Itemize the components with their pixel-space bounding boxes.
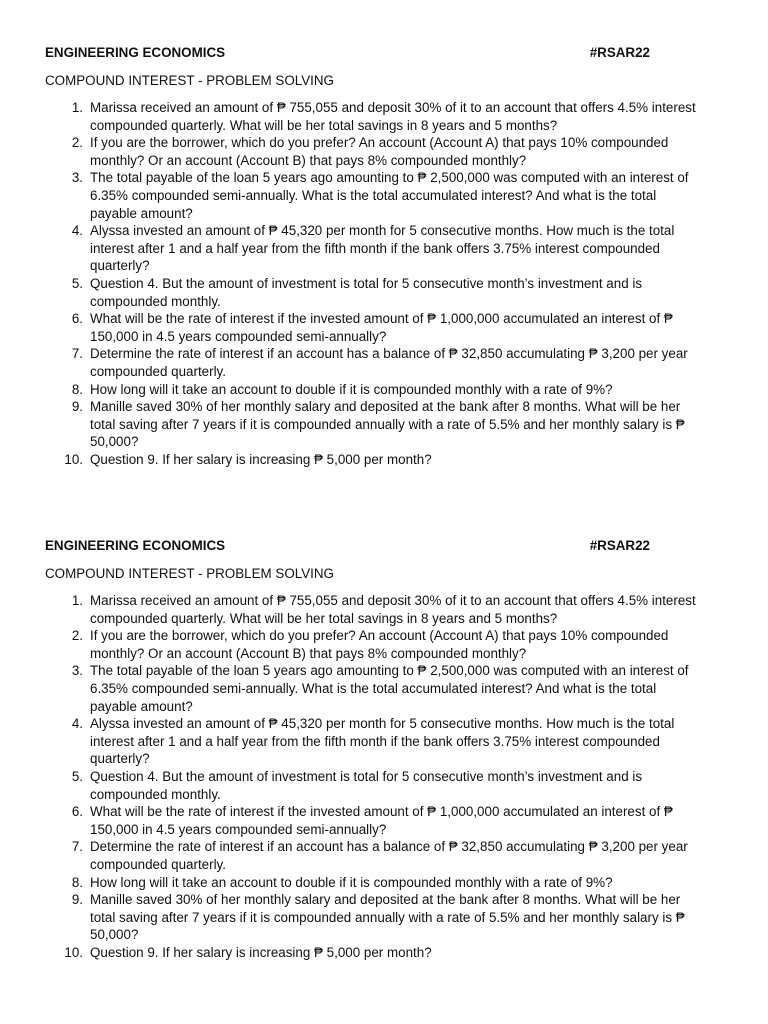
- problem-text: How long will it take an account to double if it is compounded monthly with a rate of 9%?: [90, 381, 613, 397]
- sheet-header: [45, 537, 725, 555]
- course-title: ENGINEERING ECONOMICS: [45, 538, 226, 553]
- problem-text: What will be the rate of interest if the invested amount of ₱ 1,000,000 accumulated an interest of ₱ 150,000 in 4.5 years compounded semi-annually?: [90, 311, 673, 344]
- problem-item: [45, 592, 705, 627]
- problem-text: If you are the borrower, which do you prefer? An account (Account A) that pays 10% compounded monthly? Or an account (Account B) that pays 8% compounded monthly?: [90, 135, 669, 168]
- problem-text: Alyssa invested an amount of ₱ 45,320 per month for 5 consecutive months. How much is the total interest after 1 and a half year from the fifth month if the bank offers 3.75% interest compounded quarterly?: [90, 716, 675, 767]
- problem-list: [45, 592, 725, 961]
- problem-number: 8.: [71, 874, 83, 890]
- problem-number: 4.: [71, 716, 83, 732]
- problem-text: Determine the rate of interest if an account has a balance of ₱ 32,850 accumulating ₱ 3,200 per year compounded quarterly.: [90, 839, 688, 872]
- problem-text: Determine the rate of interest if an account has a balance of ₱ 32,850 accumulating ₱ 3,200 per year compounded quarterly.: [90, 346, 688, 379]
- problem-item: [45, 803, 705, 838]
- problem-number: 2.: [71, 135, 83, 151]
- problem-number: 1.: [71, 100, 83, 115]
- problem-text: The total payable of the loan 5 years ago amounting to ₱ 2,500,000 was computed with an interest of 6.35% compounded semi-annually. What is the total accumulated interest? And what is the total payable amount?: [90, 663, 689, 714]
- problem-text: Alyssa invested an amount of ₱ 45,320 per month for 5 consecutive months. How much is the total interest after 1 and a half year from the fifth month if the bank offers 3.75% interest compounded quarterly?: [90, 223, 675, 274]
- problem-item: [45, 345, 705, 380]
- problem-item: [45, 275, 705, 310]
- problem-number: 6.: [71, 311, 83, 327]
- problem-item: [45, 169, 705, 222]
- problem-text: Question 9. If her salary is increasing ₱ 5,000 per month?: [90, 451, 432, 467]
- problem-number: 3.: [71, 170, 83, 186]
- problem-text: How long will it take an account to double if it is compounded monthly with a rate of 9%?: [90, 874, 613, 890]
- problem-number: 8.: [71, 381, 83, 397]
- problem-number: 3.: [71, 663, 83, 679]
- problem-item: [45, 398, 705, 451]
- problem-item: [45, 944, 705, 962]
- problem-number: 7.: [71, 839, 83, 855]
- problem-item: [45, 310, 705, 345]
- problem-number: 6.: [71, 804, 83, 820]
- problem-text: Manille saved 30% of her monthly salary and deposited at the bank after 8 months. What will be her total saving after 7 years if it is compounded annually with a rate of 5.5% and her monthly salary is ₱ 50,000?: [90, 892, 685, 943]
- problem-item: [45, 627, 705, 662]
- problem-number: 10.: [64, 944, 83, 960]
- problem-item: [45, 134, 705, 169]
- problem-list: [45, 99, 725, 468]
- problem-sheet-1: [45, 44, 725, 468]
- problem-number: 10.: [64, 451, 83, 467]
- sheet-header: [45, 44, 725, 62]
- problem-item: [45, 222, 705, 275]
- problem-number: 5.: [71, 768, 83, 784]
- problem-text: What will be the rate of interest if the invested amount of ₱ 1,000,000 accumulated an interest of ₱ 150,000 in 4.5 years compounded semi-annually?: [90, 804, 673, 837]
- problem-number: 9.: [71, 399, 83, 415]
- problem-item: [45, 662, 705, 715]
- problem-item: [45, 768, 705, 803]
- problem-text: Marissa received an amount of ₱ 755,055 and deposit 30% of it to an account that offers 4.5% interest compounded quarterly. What will be her total savings in 8 years and 5 months?: [90, 593, 696, 626]
- topic-subtitle: COMPOUND INTEREST - PROBLEM SOLVING: [45, 73, 334, 88]
- problem-item: [45, 381, 705, 399]
- problem-number: 7.: [71, 346, 83, 362]
- problem-item: [45, 715, 705, 768]
- problem-text: Marissa received an amount of ₱ 755,055 and deposit 30% of it to an account that offers 4.5% interest compounded quarterly. What will be her total savings in 8 years and 5 months?: [90, 100, 696, 133]
- problem-number: 5.: [71, 275, 83, 291]
- problem-text: Question 4. But the amount of investment is total for 5 consecutive month’s investment and is compounded monthly.: [90, 768, 643, 802]
- problem-item: [45, 838, 705, 873]
- problem-text: Question 4. But the amount of investment is total for 5 consecutive month’s investment and is compounded monthly.: [90, 275, 643, 309]
- hashtag-code: #RSAR22: [589, 45, 650, 60]
- problem-number: 4.: [71, 223, 83, 239]
- problem-number: 2.: [71, 628, 83, 644]
- problem-item: [45, 451, 705, 469]
- problem-number: 1.: [71, 593, 83, 608]
- problem-sheet-2: [45, 537, 725, 961]
- problem-item: [45, 891, 705, 944]
- problem-item: [45, 874, 705, 892]
- topic-subtitle: COMPOUND INTEREST - PROBLEM SOLVING: [45, 566, 334, 581]
- problem-text: The total payable of the loan 5 years ago amounting to ₱ 2,500,000 was computed with an interest of 6.35% compounded semi-annually. What is the total accumulated interest? And what is the total payable amount?: [90, 170, 689, 221]
- problem-text: Question 9. If her salary is increasing ₱ 5,000 per month?: [90, 944, 432, 960]
- problem-text: Manille saved 30% of her monthly salary and deposited at the bank after 8 months. What will be her total saving after 7 years if it is compounded annually with a rate of 5.5% and her monthly salary is ₱ 50,000?: [90, 399, 685, 450]
- problem-text: If you are the borrower, which do you prefer? An account (Account A) that pays 10% compounded monthly? Or an account (Account B) that pays 8% compounded monthly?: [90, 628, 669, 661]
- problem-number: 9.: [71, 892, 83, 908]
- hashtag-code: #RSAR22: [589, 538, 650, 553]
- problem-item: [45, 99, 705, 134]
- course-title: ENGINEERING ECONOMICS: [45, 45, 226, 60]
